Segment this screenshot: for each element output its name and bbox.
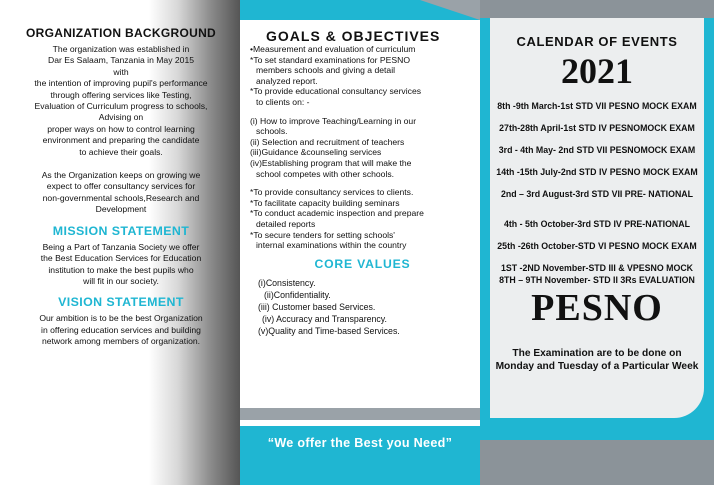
- bottom-grey-band: [480, 440, 714, 485]
- mission-line: institution to make the best pupils who: [48, 264, 194, 275]
- goals-block-2: [250, 116, 475, 180]
- goal-line: (iii)Guidance &counseling services: [250, 147, 382, 158]
- org-line: As the Organization keeps on growing we: [41, 170, 201, 181]
- goal-line: (iv)Establishing program that will make the: [250, 157, 412, 168]
- brand-title: PESNO: [531, 287, 663, 329]
- top-grey-band: [480, 0, 714, 18]
- event-item: 14th -15th July-2nd STD IV PESNO MOCK EXAM: [496, 167, 698, 177]
- organization-growth-text: [10, 170, 232, 216]
- core-value-item: (ii)Confidentiality.: [264, 289, 331, 300]
- event-item: 1ST -2ND November-STD III & VPESNO MOCK: [500, 263, 694, 273]
- vision-statement-text: [10, 313, 232, 347]
- note-line: Monday and Tuesday of a Particular Week: [495, 361, 699, 372]
- mission-statement-text: [10, 242, 232, 288]
- org-line: environment and preparing the candidate: [42, 135, 200, 146]
- bottom-cyan-band: [240, 426, 480, 485]
- mission-line: will fit in our society.: [83, 275, 159, 286]
- core-value-item: (iv) Accuracy and Transparency.: [262, 313, 387, 324]
- calendar-year: 2021: [561, 51, 633, 91]
- goal-line: *To provide consultancy services to clients.: [250, 187, 414, 198]
- core-values-list: [250, 277, 475, 337]
- goal-line: *To set standard examinations for PESNO: [250, 54, 411, 65]
- goals-block-1: [250, 44, 475, 108]
- goal-line: to clients on: -: [256, 96, 310, 107]
- event-list: [480, 101, 714, 285]
- tagline: “We offer the Best you Need”: [267, 436, 453, 450]
- organization-background-text: [10, 44, 232, 158]
- vision-line: in offering education services and building: [41, 324, 201, 335]
- vision-line: Our ambition is to be the best Organization: [39, 313, 203, 324]
- event-item: 25th -26th October-STD VI PESNO MOCK EXAM: [497, 241, 697, 251]
- org-line: the intention of improving pupil's performance: [34, 78, 208, 89]
- goals-objectives-heading: GOALS & OBJECTIVES: [266, 28, 441, 44]
- mission-line: the Best Education Services for Education: [40, 253, 202, 264]
- mission-statement-heading: MISSION STATEMENT: [52, 223, 190, 238]
- org-line: Evaluation of Curriculum progress to schools,: [34, 101, 208, 112]
- org-line: Development: [95, 204, 147, 215]
- goal-line: *To secure tenders for setting schools': [250, 229, 395, 240]
- goal-line: detailed reports: [256, 218, 316, 229]
- calendar-panel: [480, 0, 714, 485]
- org-line: to achieve their goals.: [79, 146, 163, 157]
- org-line: through offering services like Testing,: [50, 89, 192, 100]
- goals-panel: [240, 0, 480, 485]
- core-value-item: (v)Quality and Time-based Services.: [258, 325, 400, 336]
- goal-line: school competes with other schools.: [256, 168, 395, 179]
- goals-block-3: [250, 187, 475, 251]
- mission-line: Being a Part of Tanzania Society we offer: [42, 241, 200, 252]
- goal-line: schools.: [256, 126, 288, 137]
- org-line: Advising on: [98, 112, 144, 123]
- org-line: with: [113, 66, 129, 77]
- bottom-grey-band: [240, 408, 480, 420]
- organization-panel: [0, 0, 240, 485]
- goal-line: members schools and giving a detail: [256, 65, 396, 76]
- org-line: proper ways on how to control learning: [47, 123, 195, 134]
- event-item: 8TH – 9TH November- STD II 3Rs EVALUATION: [499, 275, 695, 285]
- event-item: 4th - 5th October-3rd STD IV PRE-NATIONAL: [503, 219, 691, 229]
- event-item: 27th-28th April-1st STD IV PESNOMOCK EXAM: [499, 123, 695, 133]
- core-values-heading: CORE VALUES: [314, 256, 411, 271]
- goal-line: (ii) Selection and recruitment of teachers: [250, 136, 405, 147]
- core-value-item: (iii) Customer based Services.: [258, 301, 376, 312]
- vision-line: network among members of organization.: [41, 336, 201, 347]
- goal-line: *To provide educational consultancy services: [250, 86, 422, 97]
- goal-line: internal examinations within the country: [256, 240, 407, 251]
- vision-statement-heading: VISION STATEMENT: [58, 295, 184, 310]
- calendar-heading: CALENDAR OF EVENTS: [516, 34, 678, 49]
- event-item: 3rd - 4th May- 2nd STD VII PESNOMOCK EXAM: [498, 145, 696, 155]
- top-accent-band: [240, 0, 480, 20]
- core-value-item: (i)Consistency.: [258, 277, 316, 288]
- org-line: expect to offer consultancy services for: [46, 181, 196, 192]
- event-item: 2nd – 3rd August-3rd STD VII PRE- NATIONAL: [500, 189, 694, 199]
- exam-schedule-note: [480, 347, 714, 373]
- org-line: Dar Es Salaam, Tanzania in May 2015: [47, 55, 194, 66]
- org-line: The organization was established in: [52, 44, 190, 54]
- calendar-content: [480, 34, 714, 373]
- goal-line: *To facilitate capacity building seminars: [250, 197, 400, 208]
- note-line: The Examination are to be done on: [512, 348, 682, 359]
- organization-background-heading: ORGANIZATION BACKGROUND: [26, 26, 216, 40]
- goal-line: (i) How to improve Teaching/Learning in our: [250, 115, 417, 126]
- event-item: 8th -9th March-1st STD VII PESNO MOCK EXAM: [497, 101, 697, 111]
- org-line: non-governmental schools,Research and: [42, 192, 200, 203]
- goal-line: analyzed report.: [256, 75, 318, 86]
- goal-line: *To conduct academic inspection and prepare: [250, 208, 424, 219]
- goals-body: [250, 28, 475, 337]
- goal-line: •Measurement and evaluation of curriculum: [250, 44, 416, 54]
